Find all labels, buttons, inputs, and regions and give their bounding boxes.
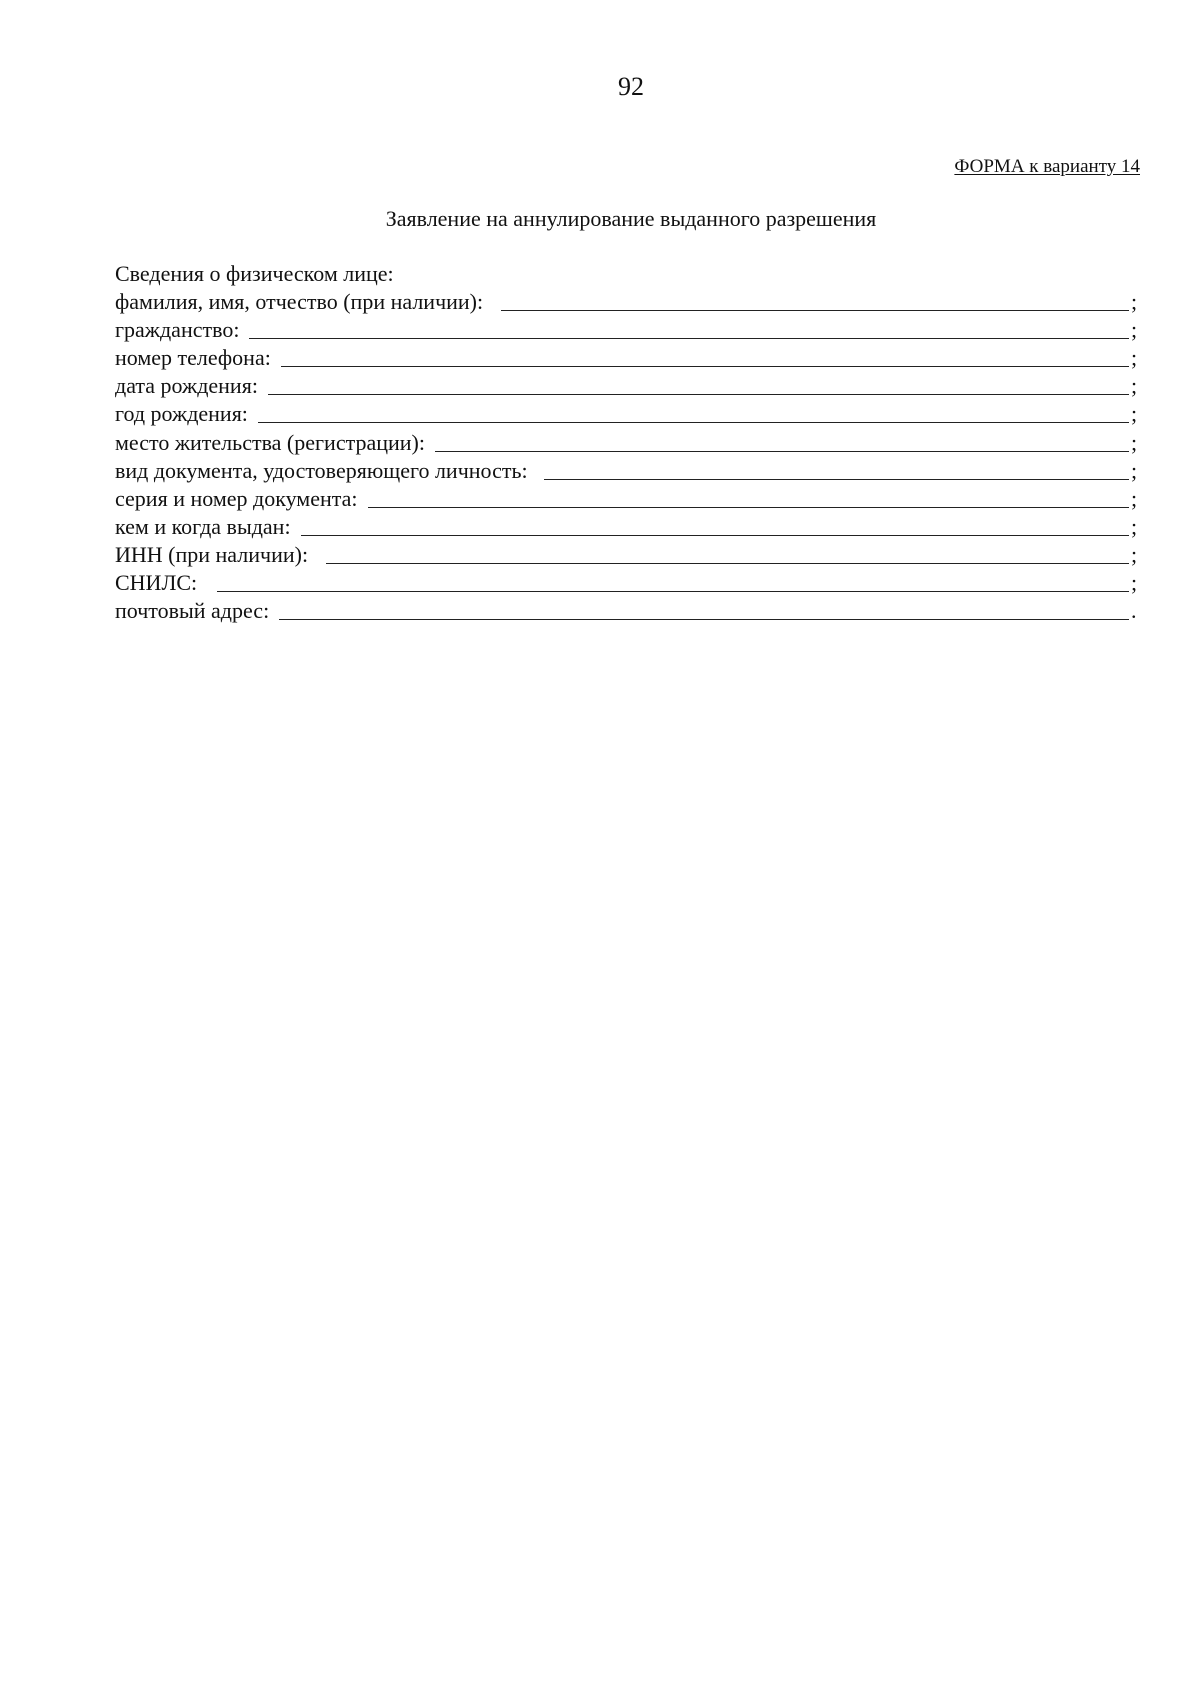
residence-blank[interactable] (435, 429, 1129, 452)
field-label: дата рождения: (115, 373, 258, 399)
field-label: почтовый адрес: (115, 598, 270, 624)
field-birth-date (115, 372, 1143, 400)
field-citizenship (115, 316, 1143, 344)
field-label: СНИЛС: (115, 570, 198, 596)
document-title: Заявление на аннулирование выданного разрешения (385, 206, 877, 231)
field-label: место жительства (регистрации): (115, 429, 425, 455)
field-terminator: ; (1131, 429, 1138, 455)
field-label: год рождения: (115, 401, 248, 427)
field-terminator: ; (1131, 541, 1138, 567)
field-inn (115, 541, 1143, 569)
field-terminator: ; (1131, 345, 1138, 371)
field-label: вид документа, удостоверяющего личность: (115, 457, 528, 483)
applicant-fields (115, 288, 1143, 625)
field-label: гражданство: (115, 317, 240, 343)
full-name-blank[interactable] (501, 288, 1129, 311)
field-label: кем и когда выдан: (115, 513, 291, 539)
field-postal-address (115, 597, 1143, 625)
field-id-document-type (115, 457, 1143, 485)
field-residence (115, 428, 1143, 456)
citizenship-blank[interactable] (249, 316, 1129, 339)
field-label: номер телефона: (115, 345, 271, 371)
field-phone-number (115, 344, 1143, 372)
birth-year-blank[interactable] (258, 400, 1129, 423)
field-document-number (115, 485, 1143, 513)
field-terminator: ; (1131, 289, 1138, 315)
page-number: 92 (618, 72, 644, 101)
field-label: серия и номер документа: (115, 485, 358, 511)
birth-date-blank[interactable] (268, 372, 1129, 395)
field-terminator: ; (1131, 457, 1138, 483)
snils-blank[interactable] (217, 569, 1129, 592)
phone-number-blank[interactable] (281, 344, 1129, 367)
field-terminator: . (1131, 598, 1137, 624)
id-document-type-blank[interactable] (544, 457, 1129, 480)
field-label: ИНН (при наличии): (115, 541, 309, 567)
field-terminator: ; (1131, 485, 1138, 511)
document-number-blank[interactable] (368, 485, 1129, 508)
issued-by-blank[interactable] (301, 513, 1129, 536)
field-terminator: ; (1131, 401, 1138, 427)
field-full-name (115, 288, 1143, 316)
field-label: фамилия, имя, отчество (при наличии): (115, 289, 484, 315)
form-reference: ФОРМА к варианту 14 (954, 156, 1140, 177)
field-birth-year (115, 400, 1143, 428)
field-issued-by (115, 513, 1143, 541)
section-heading: Сведения о физическом лице: (115, 261, 394, 286)
field-terminator: ; (1131, 373, 1138, 399)
postal-address-blank[interactable] (279, 597, 1129, 620)
field-terminator: ; (1131, 317, 1138, 343)
inn-blank[interactable] (326, 541, 1129, 564)
field-terminator: ; (1131, 570, 1138, 596)
field-terminator: ; (1131, 513, 1138, 539)
field-snils (115, 569, 1143, 597)
